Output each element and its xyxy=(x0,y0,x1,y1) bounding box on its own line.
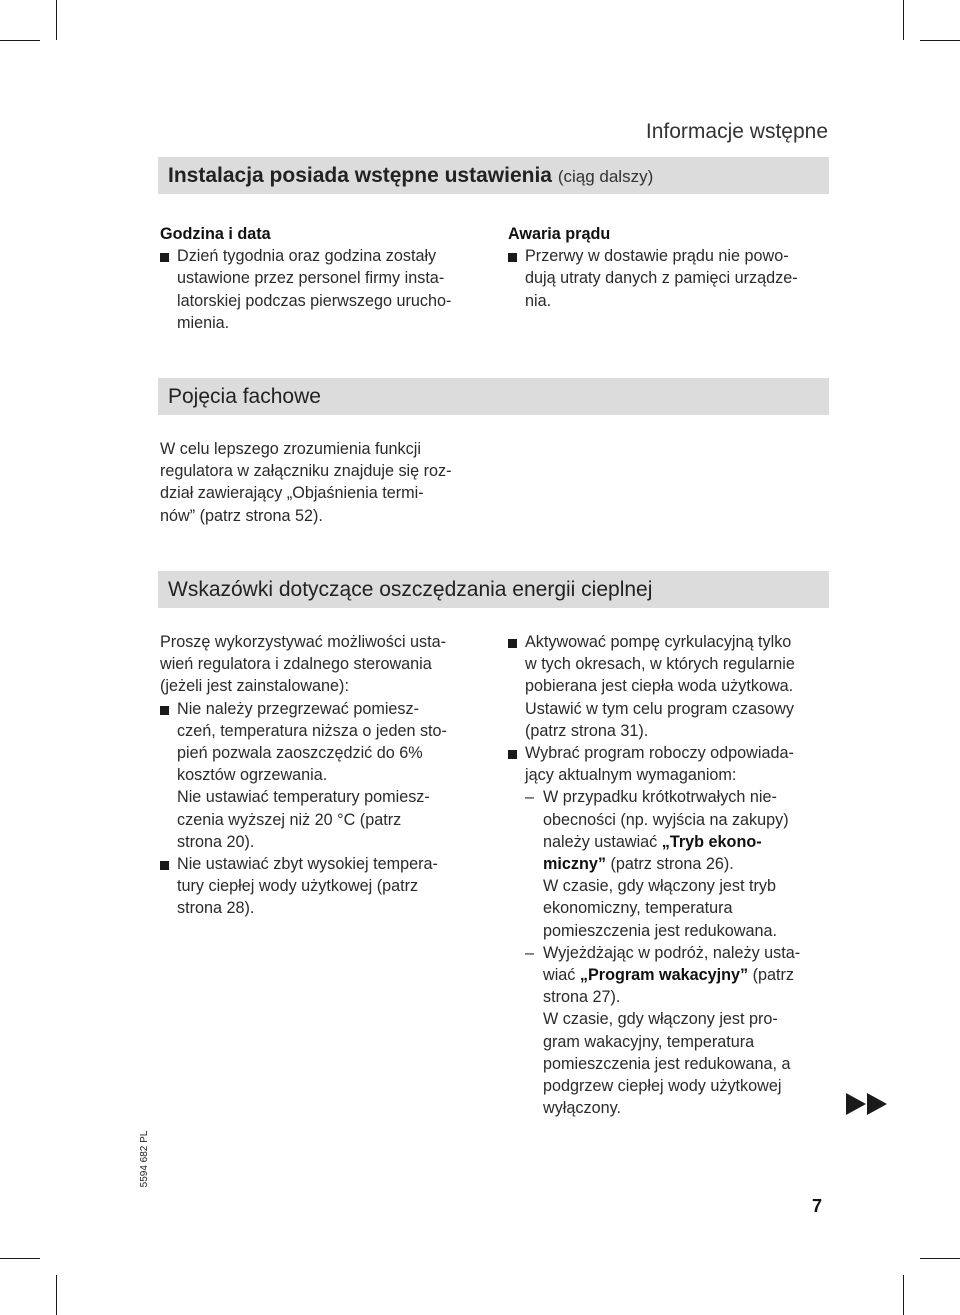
square-bullet-icon xyxy=(508,253,517,262)
text-run: (patrz strona 26). xyxy=(605,855,734,874)
text-line xyxy=(543,831,838,853)
energy-tips-left xyxy=(160,631,500,920)
section-header-energy-tips xyxy=(158,571,829,608)
square-bullet-icon xyxy=(160,706,169,715)
mode-name-bold: „Tryb ekono- xyxy=(661,832,762,851)
mode-name-bold: miczny” xyxy=(543,855,606,874)
text-line xyxy=(543,964,838,986)
text-line: Proszę wykorzystywać możliwości usta- xyxy=(160,633,447,651)
text-line: ustawione przez personel firmy insta- xyxy=(177,269,445,288)
time-date-heading: Godzina i data xyxy=(160,225,271,243)
text-line: dują utraty danych z pamięci urządze- xyxy=(525,269,798,288)
text-line: W czasie, gdy włączony jest tryb xyxy=(543,877,776,896)
list-item xyxy=(508,631,838,742)
list-item xyxy=(160,698,500,853)
text-line: wyłączony. xyxy=(543,1099,621,1118)
text-line: Wybrać program roboczy odpowiada- xyxy=(525,744,794,763)
section-header-presets xyxy=(158,157,829,194)
text-line: Aktywować pompę cyrkulacyjną tylko xyxy=(525,633,792,651)
list-item xyxy=(508,742,838,786)
text-line: regulatora w załączniku znajduje się roz- xyxy=(160,462,452,481)
text-line: Przerwy w dostawie prądu nie powo- xyxy=(525,247,789,266)
text-line: gram wakacyjny, temperatura xyxy=(543,1032,755,1051)
text-line: pomieszczenia jest redukowana, a xyxy=(543,1054,791,1073)
text-line: W przypadku krótkotrwałych nie- xyxy=(543,788,777,807)
mode-name-bold: „Program wakacyjny” xyxy=(579,966,749,985)
square-bullet-icon xyxy=(160,861,169,870)
text-line: ekonomiczny, temperatura xyxy=(543,899,733,918)
text-line: pomieszczenia jest redukowana. xyxy=(543,921,777,940)
text-line: pobierana jest ciepła woda użytkowa. xyxy=(525,677,794,696)
text-run: wiać xyxy=(543,966,580,985)
text-line: Ustawić w tym celu program czasowy xyxy=(525,699,794,718)
text-run: należy ustawiać xyxy=(543,832,662,851)
sub-list-item xyxy=(508,942,838,1120)
list-item xyxy=(160,245,490,334)
sub-list-item xyxy=(508,786,838,941)
square-bullet-icon xyxy=(160,253,169,262)
text-line: czenia wyższej niż 20 °C (patrz xyxy=(177,810,402,829)
text-line: nów” (patrz strona 52). xyxy=(160,506,323,525)
section-title: Pojęcia fachowe xyxy=(168,385,321,408)
text-line: Nie ustawiać temperatury pomiesz- xyxy=(177,788,430,807)
text-line: Nie należy przegrzewać pomiesz- xyxy=(177,699,420,718)
text-line: nia. xyxy=(525,291,552,310)
terms-paragraph xyxy=(160,438,500,527)
text-line: podgrzew ciepłej wody użytkowej xyxy=(543,1077,782,1096)
dash-bullet: – xyxy=(525,788,535,807)
section-header-terms xyxy=(158,378,829,415)
text-line: dział zawierający „Objaśnienia termi- xyxy=(160,484,424,503)
text-line: Dzień tygodnia oraz godzina zostały xyxy=(177,247,437,266)
text-line: w tych okresach, w których regularnie xyxy=(525,655,795,674)
text-run: (patrz xyxy=(748,966,795,985)
text-line: jący aktualnym wymaganiom: xyxy=(525,766,737,785)
text-line: strona 27). xyxy=(543,988,621,1007)
text-line: obecności (np. wyjścia na zakupy) xyxy=(543,810,789,829)
document-number: 5594 682 PL xyxy=(139,1130,150,1188)
square-bullet-icon xyxy=(508,750,517,759)
list-item xyxy=(508,245,838,312)
text-line: strona 28). xyxy=(177,899,255,918)
text-line: wień regulatora i zdalnego sterowania xyxy=(160,655,432,674)
double-arrow-right-icon xyxy=(846,1093,888,1115)
section-title: Instalacja posiada wstępne ustawienia xyxy=(168,164,552,187)
text-line: W celu lepszego zrozumienia funkcji xyxy=(160,440,421,458)
power-failure-block xyxy=(508,223,838,312)
text-line: latorskiej podczas pierwszego urucho- xyxy=(177,291,452,310)
text-line: Nie ustawiać zbyt wysokiej tempera- xyxy=(177,855,438,874)
square-bullet-icon xyxy=(508,639,517,648)
text-line: czeń, temperatura niższa o jeden sto- xyxy=(177,721,447,740)
text-line: tury ciepłej wody użytkowej (patrz xyxy=(177,877,419,896)
text-line: (jeżeli jest zainstalowane): xyxy=(160,677,349,696)
chapter-title: Informacje wstępne xyxy=(645,120,828,143)
text-line xyxy=(543,853,838,875)
page-number: 7 xyxy=(812,1196,823,1216)
text-line: (patrz strona 31). xyxy=(525,721,649,740)
section-title: Wskazówki dotyczące oszczędzania energii cieplnej xyxy=(168,578,653,601)
energy-tips-right xyxy=(508,631,838,1119)
text-line: Wyjeżdżając w podróż, należy usta- xyxy=(543,943,801,962)
text-line: pień pozwala zaoszczędzić do 6% xyxy=(177,744,423,763)
power-failure-heading: Awaria prądu xyxy=(508,225,611,243)
dash-bullet: – xyxy=(525,943,535,962)
text-line: W czasie, gdy włączony jest pro- xyxy=(543,1010,778,1029)
list-item xyxy=(160,853,500,920)
text-line: kosztów ogrzewania. xyxy=(177,766,328,785)
text-line: mienia. xyxy=(177,313,230,332)
section-title-suffix: (ciąg dalszy) xyxy=(557,167,654,186)
time-date-block xyxy=(160,223,490,334)
text-line: strona 20). xyxy=(177,832,255,851)
